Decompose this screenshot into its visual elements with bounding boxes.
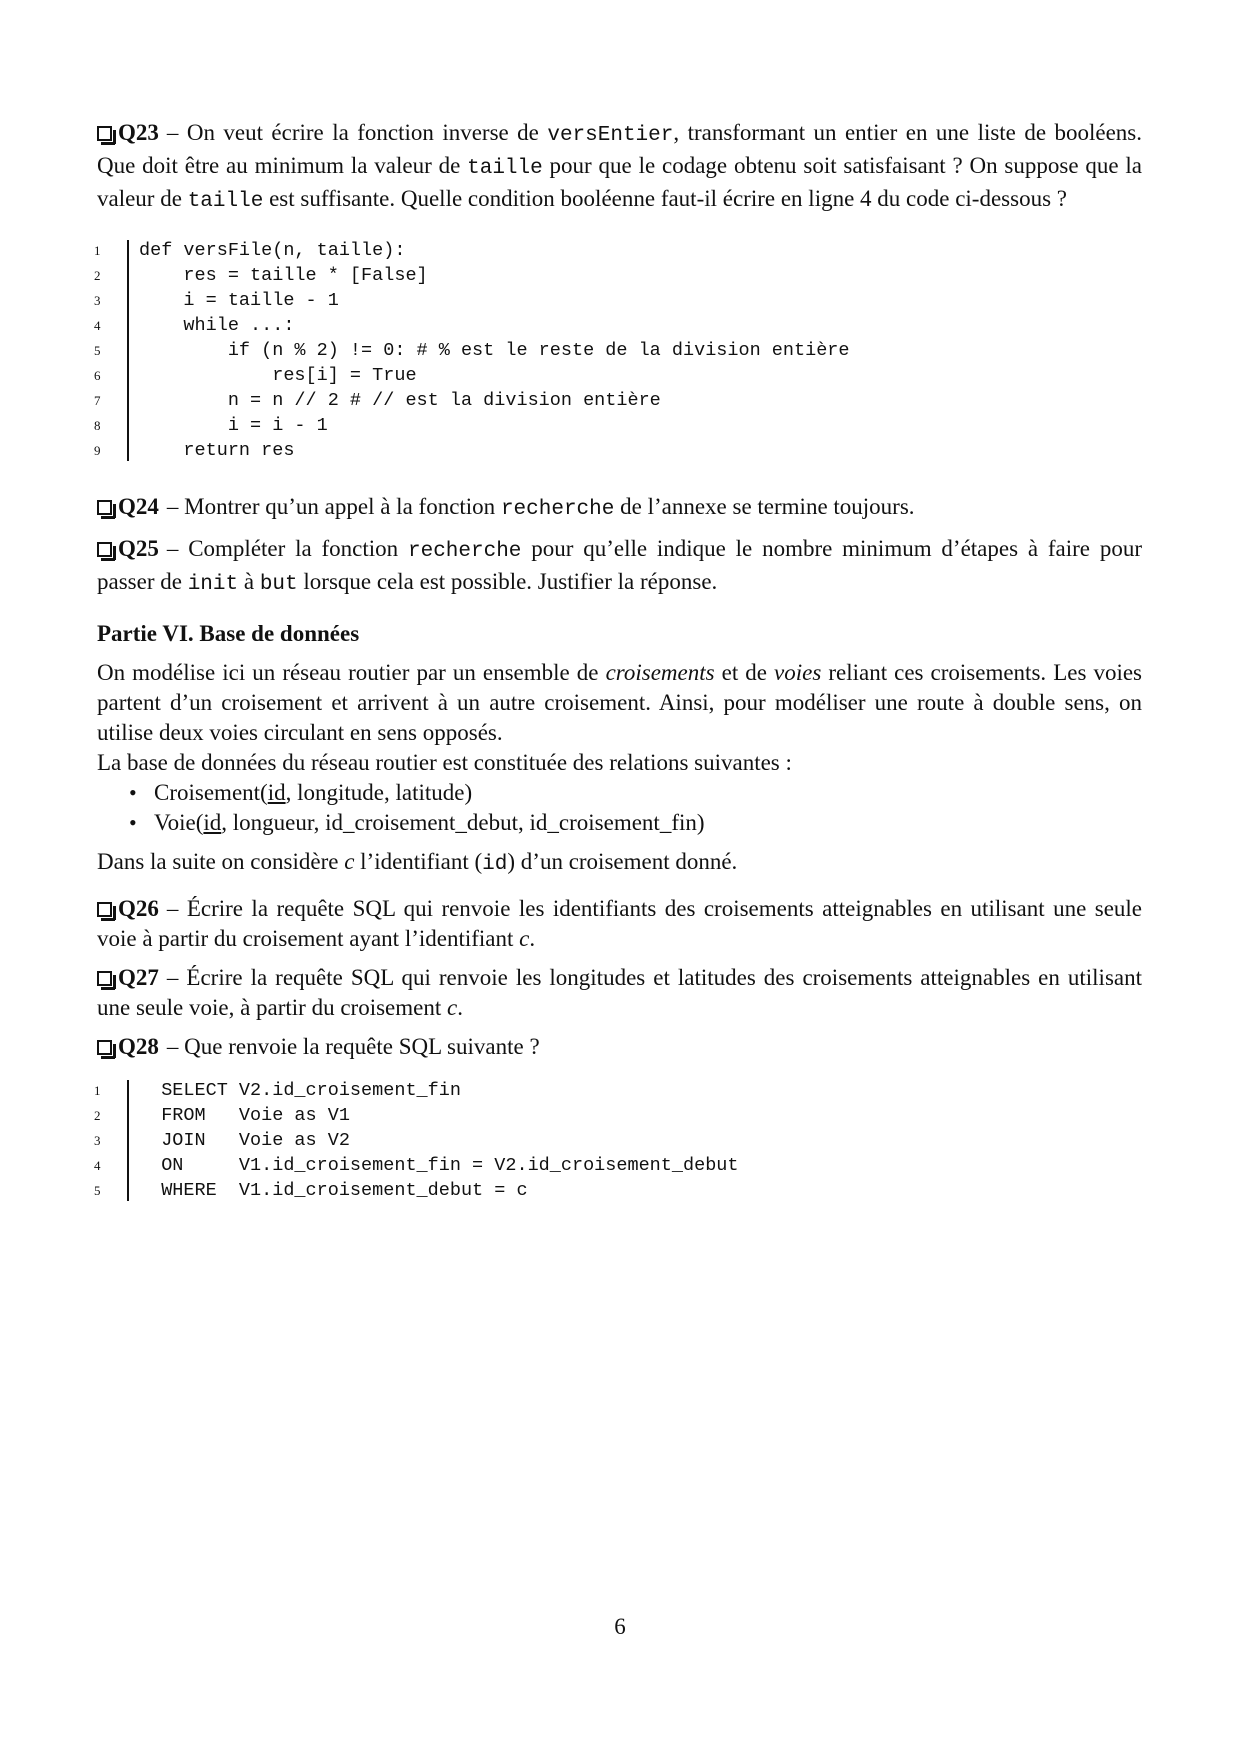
code-line: 5 WHERE V1.id_croisement_debut = c [94,1180,528,1201]
checkbox-icon [97,902,112,917]
question-number: Q28 [118,1034,159,1059]
question-q27: Q27 – Écrire la requête SQL qui renvoie les longitudes et latitudes des croisements atteignables en utilisant une seule voie, à partir du croisement c. [97,965,1142,1020]
code-block-sql [94,1078,1142,1203]
code-line: 4 while ...: [94,315,295,336]
code-line: 1 SELECT V2.id_croisement_fin [94,1080,461,1101]
page-number: 6 [614,1614,626,1639]
code-line: 2 FROM Voie as V1 [94,1105,350,1126]
question-q23: Q23 – On veut écrire la fonction inverse de versEntier, transformant un entier en une liste de booléens. Que doit être au minimum la valeur de taille pour que le codage obtenu soit satisfaisant ? On suppose que la valeur de taille est suffisante. Quelle condition booléenne faut-il écrire en ligne 4 du code ci-dessous ? [97,120,1142,213]
code-line: 2 res = taille * [False] [94,265,428,286]
question-number: Q26 [118,896,159,921]
checkbox-icon [97,542,112,557]
section-heading: Partie VI. Base de données [97,621,360,646]
question-q28: Q28 – Que renvoie la requête SQL suivante ? [97,1032,1142,1062]
code-line: 5 if (n % 2) != 0: # % est le reste de la division entière [94,340,850,361]
code-block-versfile [94,238,1142,463]
question-q26: Q26 – Écrire la requête SQL qui renvoie les identifiants des croisements atteignables en utilisant une seule voie à partir du croisement ayant l’identifiant c. [97,896,1142,951]
checkbox-icon [97,126,112,141]
code-line: 1 def versFile(n, taille): [94,240,406,261]
checkbox-icon [97,1040,112,1055]
question-q24: Q24 – Montrer qu’un appel à la fonction recherche de l’annexe se termine toujours. [97,492,1142,525]
question-number: Q23 [118,120,159,145]
question-number: Q27 [118,965,159,990]
code-line: 4 ON V1.id_croisement_fin = V2.id_croisement_debut [94,1155,739,1176]
code-line: 7 n = n // 2 # // est la division entière [94,390,661,411]
suite-paragraph: Dans la suite on considère c l’identifiant (id) d’un croisement donné. [97,849,738,876]
checkbox-icon [97,500,112,515]
question-number: Q25 [118,536,159,561]
checkbox-icon [97,971,112,986]
page-content [94,118,1142,1203]
code-line: 8 i = i - 1 [94,415,328,436]
question-q25: Q25 – Compléter la fonction recherche pour qu’elle indique le nombre minimum d’étapes à faire pour passer de init à but lorsque cela est possible. Justifier la réponse. [97,536,1142,596]
code-line: 9 return res [94,440,295,461]
code-line: 3 JOIN Voie as V2 [94,1130,350,1151]
intro-paragraph: On modélise ici un réseau routier par un ensemble de croisements et de voies reliant ces croisements. Les voies partent d’un croisement et arrivent à un autre croisement. Ainsi, pour modéliser une route à double sens, on utilise deux voies circulant en sens opposés. [97,660,1142,745]
list-item: • Croisement(id, longitude, latitude) [97,778,1142,808]
relations-list [97,778,1142,838]
list-item: • Voie(id, longueur, id_croisement_debut, id_croisement_fin) [97,808,1142,838]
question-number: Q24 [118,494,159,519]
relations-intro: La base de données du réseau routier est constituée des relations suivantes : [97,750,792,775]
code-line: 3 i = taille - 1 [94,290,339,311]
code-line: 6 res[i] = True [94,365,417,386]
